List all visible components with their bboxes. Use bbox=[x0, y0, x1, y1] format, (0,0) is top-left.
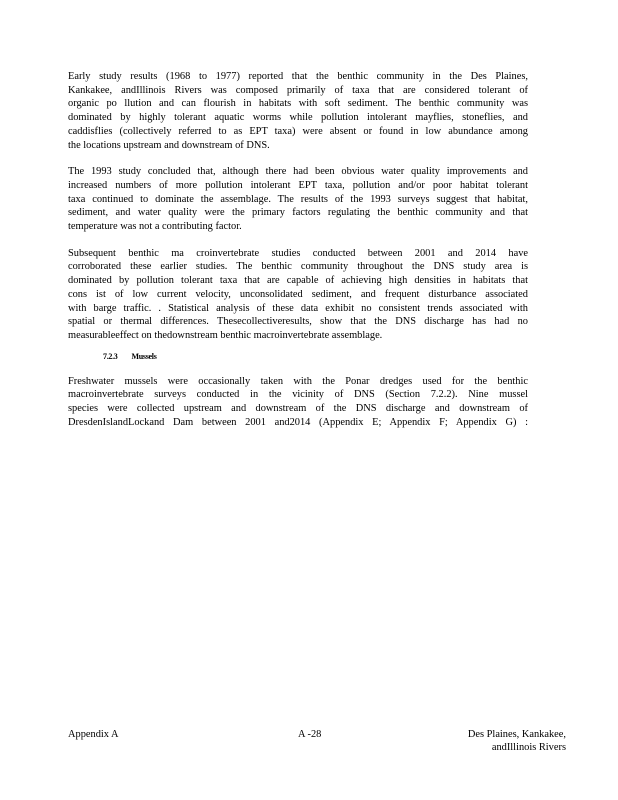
section-heading bbox=[103, 352, 528, 361]
footer-river-title bbox=[468, 728, 566, 754]
footer-appendix-label: Appendix A bbox=[68, 729, 119, 740]
text-line: Subsequent benthic ma croinvertebrate studies conducted between 2001 and 2014 have bbox=[68, 247, 528, 259]
section-title: Mussels bbox=[131, 351, 157, 361]
section-number: 7.2.3 bbox=[103, 351, 118, 361]
text-line: increased numbers of more pollution intolerant EPT taxa, pollution and/or poor habitat tolerant bbox=[68, 179, 528, 191]
text-line: corroborated these earlier studies. The benthic community throughout the DNS study area is bbox=[68, 261, 528, 273]
text-line: measurableeffect on thedownstream benthic macroinvertebrate assemblage. bbox=[68, 329, 383, 341]
text-line: organic po llution and can flourish in habitats with soft sediment. The benthic community was bbox=[68, 98, 528, 110]
text-line: the locations upstream and downstream of DNS. bbox=[68, 139, 270, 151]
text-line: dominated by pollution tolerant taxa that are capable of achieving high densities in habitats that bbox=[68, 275, 528, 287]
text-line: macroinvertebrate surveys conducted in the vicinity of DNS (Section 7.2.2). Nine mussel bbox=[68, 389, 528, 401]
text-line: cons ist of low current velocity, unconsolidated sediment, and frequent disturbance associated bbox=[68, 288, 528, 300]
footer-river-line-2: andIllinois Rivers bbox=[491, 742, 566, 753]
text-line: DresdenIslandLockand Dam between 2001 and2014 (Appendix E; Appendix F; Appendix G) : bbox=[68, 416, 528, 428]
text-line: spatial or thermal differences. Thesecollectiveresults, show that the DNS discharge has had no bbox=[68, 316, 528, 328]
paragraph-subsequent-studies bbox=[68, 247, 528, 343]
paragraph-mussels bbox=[68, 375, 528, 430]
footer-river-line-1: Des Plaines, Kankakee, bbox=[467, 729, 566, 740]
text-line: species were collected upstream and downstream of the DNS discharge and downstream of bbox=[68, 403, 528, 415]
page-body bbox=[68, 70, 528, 429]
page-number: A -28 bbox=[298, 729, 322, 740]
text-line: temperature was not a contributing factor. bbox=[68, 221, 242, 233]
text-line: Freshwater mussels were occasionally taken with the Ponar dredges used for the benthic bbox=[68, 375, 528, 387]
text-line: taxa continued to dominate the assemblage. The results of the 1993 surveys suggest that habitat, bbox=[68, 193, 528, 205]
paragraph-early-study bbox=[68, 70, 528, 152]
paragraph-1993-study bbox=[68, 165, 528, 234]
text-line: The 1993 study concluded that, although there had been obvious water quality improvements and bbox=[68, 166, 528, 178]
text-line: dominated by highly tolerant aquatic worms while pollution intolerant mayflies, stoneflies, and bbox=[68, 112, 528, 124]
text-line: caddisflies (collectively referred to as EPT taxa) were absent or found in low abundance among bbox=[68, 125, 528, 137]
text-line: with barge traffic. . Statistical analysis of these data exhibit no consistent trends associated with bbox=[68, 302, 528, 314]
text-line: Early study results (1968 to 1977) reported that the benthic community in the Des Plaines, bbox=[68, 71, 528, 82]
text-line: sediment, and water quality were the primary factors regulating the benthic community and that bbox=[68, 207, 528, 219]
text-line: Kankakee, andIllinois Rivers was composed primarily of taxa that are considered tolerant of bbox=[68, 84, 528, 96]
